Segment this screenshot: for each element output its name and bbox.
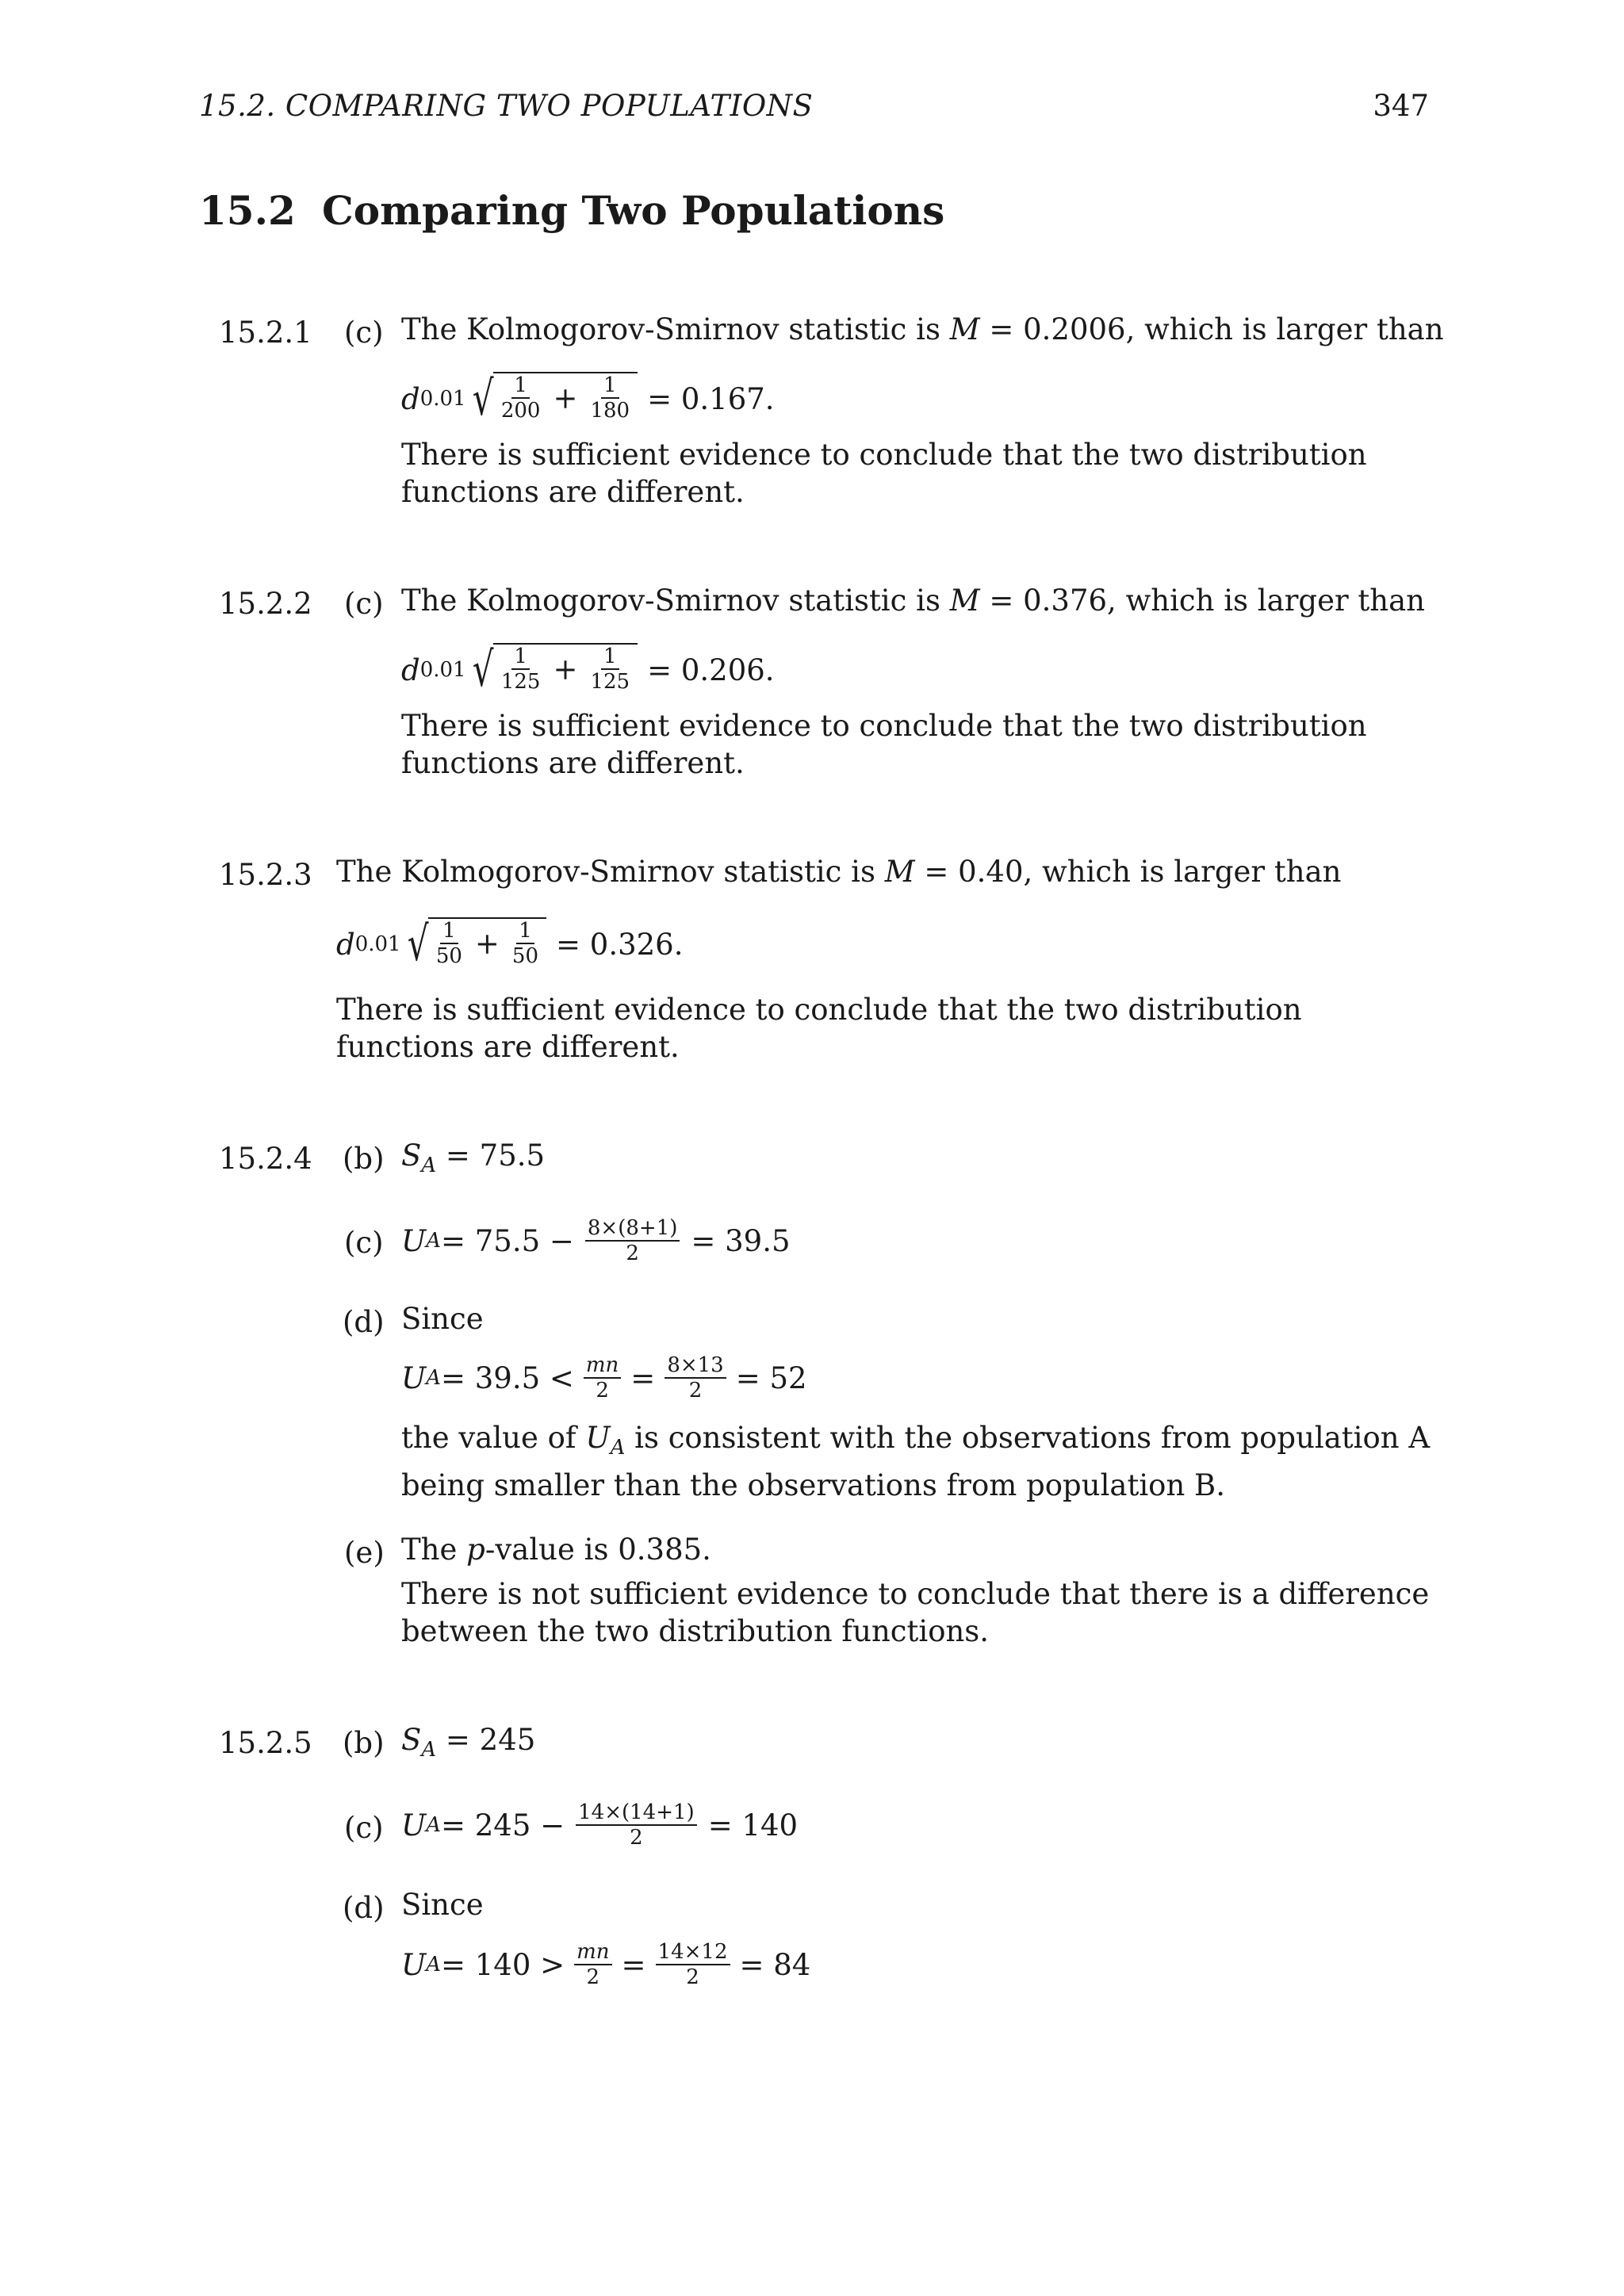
part-label: (b) xyxy=(343,1142,385,1176)
subscript: 0.01 xyxy=(419,658,466,682)
subscript: A xyxy=(610,1436,626,1460)
conclusion: There is sufficient evidence to conclude that the two distribution functions are different. xyxy=(336,993,1302,1064)
p-value-line xyxy=(401,1532,711,1568)
interpretation xyxy=(401,1419,1432,1504)
statement-line xyxy=(401,312,1444,348)
part-label: (b) xyxy=(343,1726,385,1760)
critical-value-formula xyxy=(401,644,775,696)
section-heading: Comparing Two Populations xyxy=(322,187,945,234)
result: = 0.206. xyxy=(647,652,775,687)
fraction xyxy=(584,1355,621,1401)
exercise-number: 15.2.4 xyxy=(219,1142,312,1176)
variable-u: U xyxy=(585,1421,611,1455)
radicand xyxy=(493,643,638,692)
radicand xyxy=(493,372,638,421)
subscript: A xyxy=(426,1953,441,1976)
expression-text: = 140 > xyxy=(440,1947,565,1982)
part-c-formula xyxy=(401,1797,798,1853)
exercise-number: 15.2.5 xyxy=(219,1726,312,1760)
value: = 245 xyxy=(436,1723,536,1757)
numerator: 14×(14+1) xyxy=(576,1802,697,1826)
result: = 84 xyxy=(739,1947,811,1982)
numerator: 1 xyxy=(516,920,534,944)
fraction xyxy=(501,375,541,421)
part-d-formula xyxy=(401,1937,810,1992)
subscript: 0.01 xyxy=(354,932,401,956)
conclusion: There is sufficient evidence to conclude that the two distribution functions are different. xyxy=(401,438,1367,509)
denominator: 180 xyxy=(590,399,630,423)
variable-p: p xyxy=(466,1533,485,1567)
fraction xyxy=(436,920,462,966)
section-number: 15.2 xyxy=(199,187,296,234)
denominator: 2 xyxy=(688,1379,703,1402)
part-label: (d) xyxy=(343,1305,385,1339)
subscript: 0.01 xyxy=(419,387,466,411)
part-b-formula xyxy=(401,1722,535,1768)
part-label: (c) xyxy=(344,1226,384,1260)
numerator: 1 xyxy=(440,920,458,944)
equals-sign: = xyxy=(621,1947,646,1982)
fraction xyxy=(512,920,538,966)
statement-text: = 0.40, which is larger than xyxy=(914,855,1342,889)
subscript: A xyxy=(426,1366,441,1390)
p-value-text: -value is 0.385. xyxy=(485,1533,711,1567)
critical-value-formula xyxy=(336,918,683,970)
result: = 0.326. xyxy=(556,927,684,962)
since-text: Since xyxy=(401,1302,484,1336)
statement-text: = 0.376, which is larger than xyxy=(979,584,1426,618)
result: = 140 xyxy=(707,1808,799,1843)
denominator: 2 xyxy=(626,1242,639,1265)
statement-text: = 0.2006, which is larger than xyxy=(979,312,1444,346)
value: = 75.5 xyxy=(436,1138,546,1173)
plus-sign: + xyxy=(474,926,500,961)
conclusion: There is sufficient evidence to conclude that the two distribution functions are different. xyxy=(401,709,1367,780)
variable-m: M xyxy=(949,584,980,618)
equals-sign: = xyxy=(630,1360,656,1395)
radical-sign-icon: √ xyxy=(472,371,494,427)
expression-text: = 245 − xyxy=(440,1808,565,1843)
part-label: (c) xyxy=(344,316,384,350)
page-number: 347 xyxy=(1373,89,1429,123)
plus-sign: + xyxy=(553,381,578,415)
exercise-number: 15.2.1 xyxy=(219,316,312,350)
denominator: 50 xyxy=(511,944,539,968)
expression-text: = 75.5 − xyxy=(440,1223,574,1258)
variable-s: S xyxy=(401,1138,422,1173)
variable-d: d xyxy=(401,652,420,687)
fraction xyxy=(665,1355,726,1401)
variable-u: U xyxy=(401,1223,427,1258)
radicand xyxy=(428,917,546,966)
denominator: 2 xyxy=(686,1965,699,1989)
denominator: 2 xyxy=(630,1826,643,1850)
statement-line xyxy=(401,583,1425,619)
variable-s: S xyxy=(401,1723,422,1757)
fraction xyxy=(590,375,630,421)
numerator: mn xyxy=(584,1355,621,1379)
subscript: A xyxy=(426,1229,441,1253)
part-c-formula xyxy=(401,1213,791,1269)
part-label: (e) xyxy=(344,1536,385,1570)
numerator: 1 xyxy=(511,646,530,670)
exercise-number: 15.2.3 xyxy=(219,858,312,892)
fraction xyxy=(585,1218,680,1264)
conclusion: There is not sufficient evidence to conclude that there is a difference between the two distribution functions. xyxy=(401,1577,1430,1648)
result: = 39.5 xyxy=(691,1223,791,1258)
interpretation-text: the value of xyxy=(401,1421,586,1455)
subscript: A xyxy=(426,1813,441,1837)
denominator: 2 xyxy=(586,1965,600,1989)
denominator: 2 xyxy=(596,1379,609,1402)
running-head: 15.2. COMPARING TWO POPULATIONS xyxy=(199,89,814,123)
square-root xyxy=(468,642,638,698)
interpretation-text: is consistent with the observations from population A being smaller than the observations from population B. xyxy=(401,1421,1431,1502)
fraction xyxy=(576,1802,697,1848)
numerator: 1 xyxy=(601,646,619,670)
variable-m: M xyxy=(884,855,915,889)
square-root xyxy=(403,916,546,972)
subscript: A xyxy=(421,1738,437,1762)
critical-value-formula xyxy=(401,373,775,425)
variable-d: d xyxy=(336,927,355,962)
section-title xyxy=(199,187,944,234)
numerator: 1 xyxy=(601,375,619,399)
fraction xyxy=(656,1942,730,1988)
denominator: 200 xyxy=(500,399,541,423)
variable-u: U xyxy=(401,1808,427,1843)
numerator: 8×13 xyxy=(665,1355,726,1379)
part-label: (d) xyxy=(343,1891,385,1925)
denominator: 125 xyxy=(500,670,541,694)
expression-text: = 39.5 < xyxy=(440,1360,574,1395)
statement-line xyxy=(336,854,1341,890)
part-label: (c) xyxy=(344,1811,384,1845)
part-label: (c) xyxy=(344,587,384,621)
result: = 0.167. xyxy=(647,381,775,416)
variable-u: U xyxy=(401,1360,427,1395)
denominator: 50 xyxy=(435,944,462,968)
numerator: 1 xyxy=(511,375,530,399)
p-value-text: The xyxy=(401,1533,467,1567)
radical-sign-icon: √ xyxy=(407,916,429,972)
result: = 52 xyxy=(735,1360,807,1395)
exercise-number: 15.2.2 xyxy=(219,587,312,621)
statement-text: The Kolmogorov-Smirnov statistic is xyxy=(336,855,885,889)
fraction xyxy=(574,1942,611,1988)
numerator: 8×(8+1) xyxy=(585,1218,680,1242)
numerator: 14×12 xyxy=(656,1942,730,1965)
denominator: 125 xyxy=(590,670,630,694)
numerator: mn xyxy=(574,1942,611,1965)
variable-m: M xyxy=(949,312,980,346)
since-text: Since xyxy=(401,1888,484,1922)
variable-u: U xyxy=(401,1947,427,1982)
square-root xyxy=(468,371,638,427)
part-d-formula xyxy=(401,1350,807,1406)
subscript: A xyxy=(421,1154,437,1177)
variable-d: d xyxy=(401,381,420,416)
statement-text: The Kolmogorov-Smirnov statistic is xyxy=(401,584,950,618)
fraction xyxy=(590,646,630,692)
plus-sign: + xyxy=(553,652,578,687)
fraction xyxy=(501,646,541,692)
statement-text: The Kolmogorov-Smirnov statistic is xyxy=(401,312,950,346)
radical-sign-icon: √ xyxy=(472,642,494,698)
part-b-formula xyxy=(401,1138,545,1184)
